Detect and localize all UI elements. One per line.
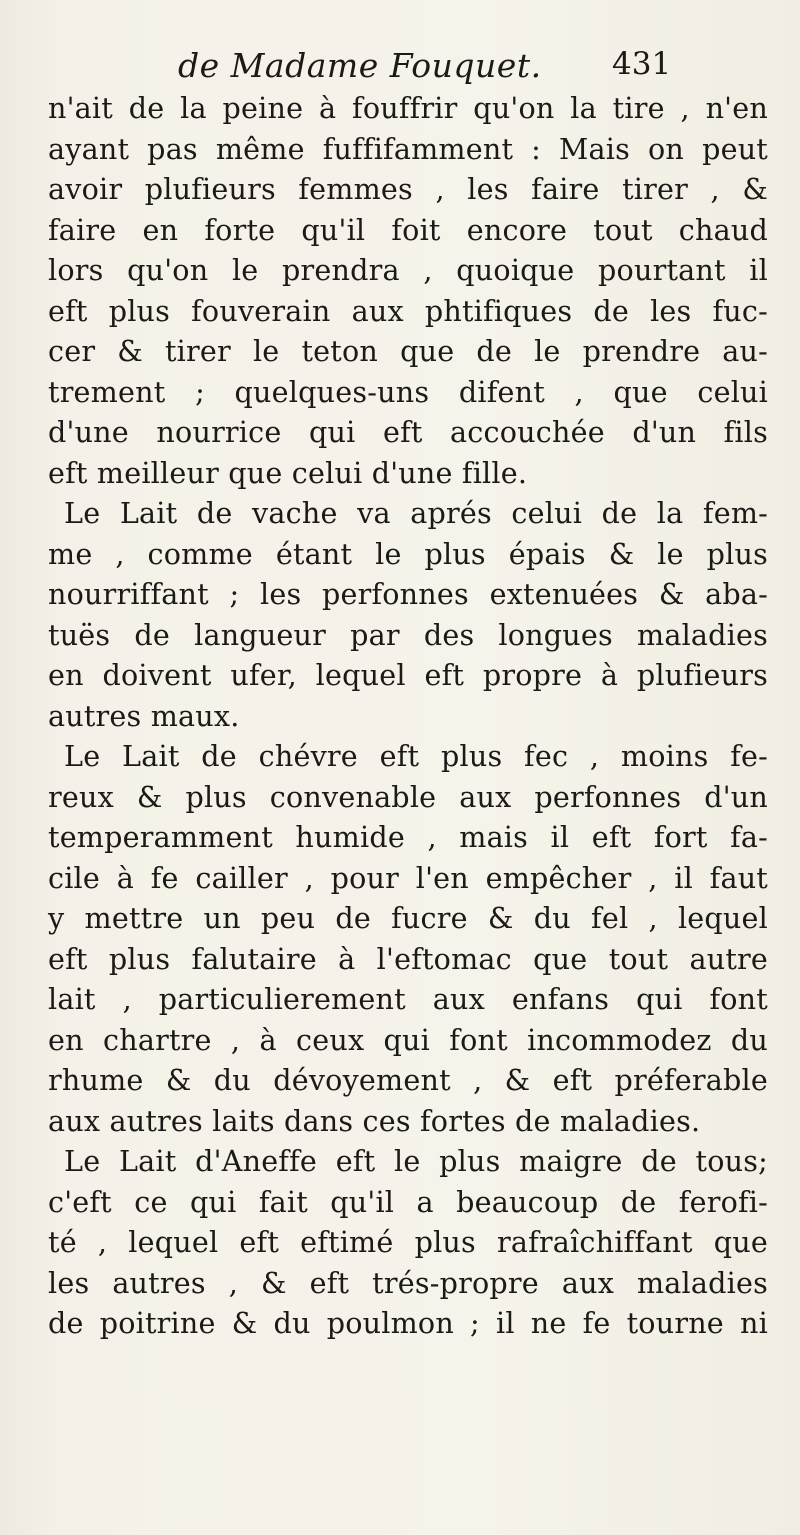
paragraph-start-line: Le Lait de vache va aprés celui de la fem- <box>64 496 768 530</box>
text-line: en doivent ufer, lequel eft propre à plufieurs <box>48 658 768 692</box>
text-line: té , lequel eft eftimé plus rafraîchiffant que <box>48 1225 768 1259</box>
text-line: cer & tirer le teton que de le prendre au- <box>48 334 768 368</box>
text-line: n'ait de la peine à fouffrir qu'on la tire , n'en <box>48 91 768 125</box>
text-line: rhume & du dévoyement , & eft préferable <box>48 1063 768 1097</box>
text-line: nourriffant ; les perfonnes extenuées & aba- <box>48 577 768 611</box>
text-line: ayant pas même fuffifamment : Mais on peut <box>48 131 768 166</box>
running-head <box>0 46 800 86</box>
text-line: c'eft ce qui fait qu'il a beaucoup de ferofi- <box>48 1184 768 1219</box>
text-line: tuës de langueur par des longues maladies <box>48 617 768 652</box>
text-line: lors qu'on le prendra , quoique pourtant il <box>48 253 768 287</box>
paragraph-end-line: autres maux. <box>48 698 240 733</box>
text-line: eft plus falutaire à l'eftomac que tout autre <box>48 941 768 976</box>
text-line: cile à fe cailler , pour l'en empêcher , il faut <box>48 860 768 895</box>
paragraph-end-line: aux autres laits dans ces fortes de maladies. <box>48 1103 701 1138</box>
body-text <box>48 88 768 1344</box>
paragraph-end-line: eft meilleur que celui d'une fille. <box>48 455 528 490</box>
paragraph-start-line: Le Lait de chévre eft plus fec , moins fe- <box>64 739 768 773</box>
text-line: en chartre , à ceux qui font incommodez du <box>48 1022 768 1057</box>
text-line: les autres , & eft trés-propre aux maladies <box>48 1265 768 1300</box>
text-line: de poitrine & du poulmon ; il ne fe tourne ni <box>48 1306 768 1340</box>
text-line: trement ; quelques-uns difent , que celui <box>48 374 768 409</box>
text-line: y mettre un peu de fucre & du fel , lequel <box>48 901 768 935</box>
text-line: temperamment humide , mais il eft fort fa- <box>48 820 768 854</box>
text-line: reux & plus convenable aux perfonnes d'un <box>48 779 768 814</box>
paragraph-start-line: Le Lait d'Aneffe eft le plus maigre de tous; <box>64 1144 768 1178</box>
running-title: de Madame Fouquet. <box>178 46 542 85</box>
text-line: me , comme étant le plus épais & le plus <box>48 536 768 571</box>
text-line: d'une nourrice qui eft accouchée d'un fils <box>48 415 768 449</box>
text-line: faire en forte qu'il foit encore tout chaud <box>48 212 768 247</box>
text-line: avoir plufieurs femmes , les faire tirer , & <box>48 172 768 206</box>
text-line: lait , particulierement aux enfans qui font <box>48 982 768 1016</box>
page-number: 431 <box>612 46 672 82</box>
text-line: eft plus fouverain aux phtifiques de les fuc- <box>48 293 768 328</box>
